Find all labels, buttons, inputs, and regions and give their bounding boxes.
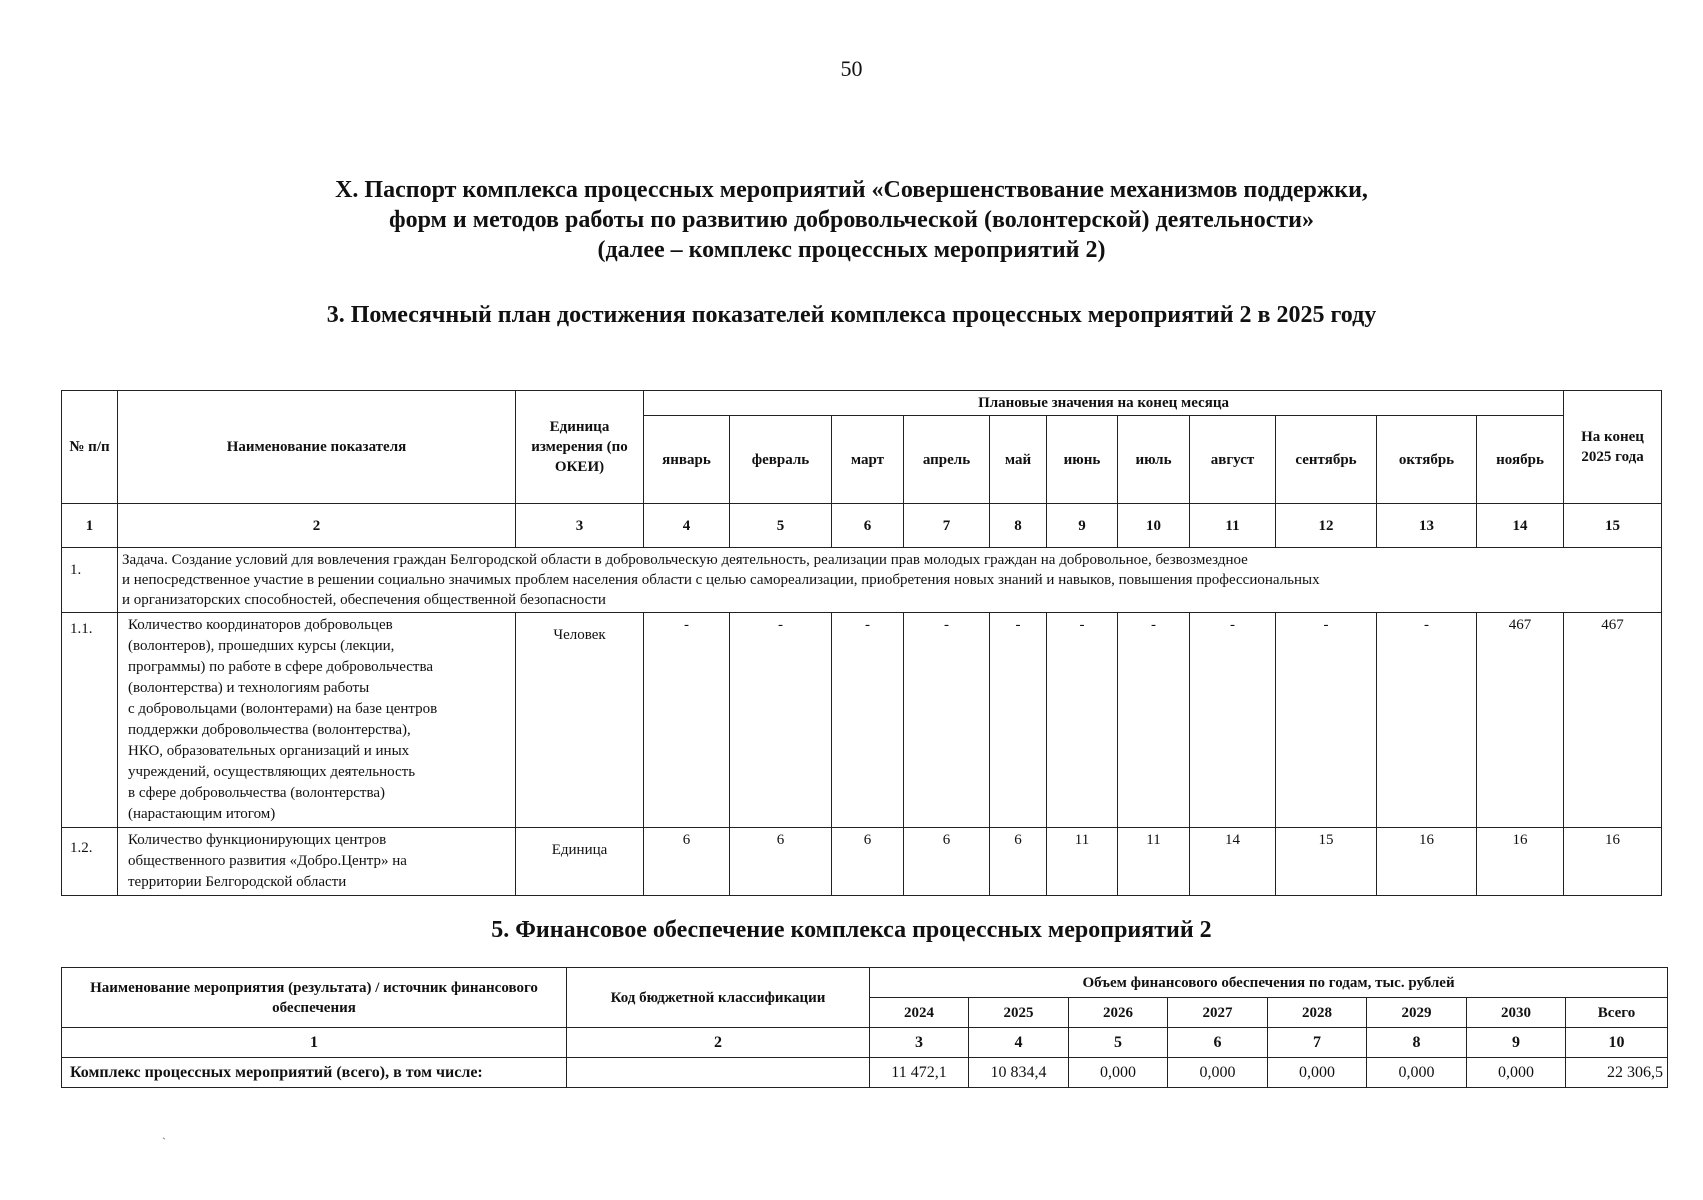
- index-cell: 6: [1168, 1028, 1268, 1058]
- section-title: [0, 175, 1703, 265]
- finance-value: 11 472,1: [870, 1058, 969, 1088]
- monthly-plan-heading: 3. Помесячный план достижения показателей комплекса процессных мероприятий 2 в 2025 году: [326, 302, 1377, 328]
- index-cell: 9: [1047, 504, 1118, 548]
- index-cell: 8: [990, 504, 1047, 548]
- value-cell: -: [644, 613, 730, 828]
- name-line: в сфере добровольчества (волонтерства): [128, 785, 386, 801]
- header-end-of-year: На конец 2025 года: [1564, 391, 1662, 504]
- finance-value: 0,000: [1367, 1058, 1467, 1088]
- indicator-row: [62, 828, 1662, 896]
- index-cell: 9: [1467, 1028, 1566, 1058]
- index-row: [62, 504, 1662, 548]
- task-text: [118, 548, 1662, 613]
- finance-header-volume: Объем финансового обеспечения по годам, тыс. рублей: [870, 968, 1668, 998]
- finance-table: [61, 967, 1668, 1088]
- title-line: форм и методов работы по развитию добровольческой (волонтерской) деятельности»: [388, 207, 1315, 233]
- finance-header-code: Код бюджетной классификации: [567, 968, 870, 1028]
- task-row: [62, 548, 1662, 613]
- index-cell: 2: [118, 504, 516, 548]
- value-cell: 11: [1118, 828, 1190, 896]
- row-num: 1.2.: [62, 828, 118, 896]
- value-cell: -: [990, 613, 1047, 828]
- index-cell: 3: [870, 1028, 969, 1058]
- value-cell: 6: [832, 828, 904, 896]
- value-cell: 11: [1047, 828, 1118, 896]
- finance-header-year: 2027: [1168, 998, 1268, 1028]
- index-cell: 12: [1276, 504, 1377, 548]
- name-line: поддержки добровольчества (волонтерства),: [128, 722, 411, 738]
- header-month: февраль: [730, 416, 832, 504]
- name-line: с добровольцами (волонтерами) на базе центров: [128, 701, 438, 717]
- value-cell: -: [730, 613, 832, 828]
- finance-value: 0,000: [1069, 1058, 1168, 1088]
- index-cell: 5: [730, 504, 832, 548]
- index-cell: 15: [1564, 504, 1662, 548]
- header-month: март: [832, 416, 904, 504]
- finance-header-name: Наименование мероприятия (результата) / источник финансового обеспечения: [62, 968, 567, 1028]
- page-number: 50: [840, 56, 863, 81]
- row-num: 1.1.: [62, 613, 118, 828]
- task-line: Задача. Создание условий для вовлечения граждан Белгородской области в добровольческую деятельность, реализации прав молодых граждан на добровольное, безвозмездное: [122, 552, 1248, 568]
- index-cell: 4: [969, 1028, 1069, 1058]
- task-num: 1.: [62, 548, 118, 613]
- unit-cell: Единица: [516, 828, 644, 896]
- value-cell: -: [832, 613, 904, 828]
- header-planned: Плановые значения на конец месяца: [644, 391, 1564, 416]
- name-line: (волонтерства) и технологиям работы: [128, 680, 370, 696]
- end-value-cell: 467: [1564, 613, 1662, 828]
- value-cell: 6: [730, 828, 832, 896]
- finance-header-year: 2030: [1467, 998, 1566, 1028]
- header-month: октябрь: [1377, 416, 1477, 504]
- name-line: НКО, образовательных организаций и иных: [128, 743, 410, 759]
- index-cell: 8: [1367, 1028, 1467, 1058]
- title-line: X. Паспорт комплекса процессных мероприятий «Совершенствование механизмов поддержки,: [335, 177, 1368, 203]
- header-month: апрель: [904, 416, 990, 504]
- name-line: (волонтеров), прошедших курсы (лекции,: [128, 638, 395, 654]
- name-line: (нарастающим итогом): [128, 806, 276, 822]
- index-cell: 13: [1377, 504, 1477, 548]
- value-cell: 16: [1477, 828, 1564, 896]
- value-cell: 15: [1276, 828, 1377, 896]
- index-cell: 14: [1477, 504, 1564, 548]
- index-cell: 4: [644, 504, 730, 548]
- index-cell: 2: [567, 1028, 870, 1058]
- name-line: Количество координаторов добровольцев: [128, 617, 393, 633]
- header-month: июнь: [1047, 416, 1118, 504]
- finance-index-row: [62, 1028, 1668, 1058]
- index-cell: 1: [62, 504, 118, 548]
- index-cell: 11: [1190, 504, 1276, 548]
- title-line: (далее – комплекс процессных мероприятий 2): [597, 237, 1106, 263]
- value-cell: -: [1377, 613, 1477, 828]
- value-cell: 6: [644, 828, 730, 896]
- index-cell: 3: [516, 504, 644, 548]
- finance-row-name: Комплекс процессных мероприятий (всего), в том числе:: [62, 1058, 567, 1088]
- value-cell: -: [1190, 613, 1276, 828]
- finance-value: 0,000: [1168, 1058, 1268, 1088]
- name-line: общественного развития «Добро.Центр» на: [128, 853, 407, 869]
- value-cell: -: [1047, 613, 1118, 828]
- index-cell: 6: [832, 504, 904, 548]
- header-month: август: [1190, 416, 1276, 504]
- header-unit: Единица измерения (по ОКЕИ): [516, 391, 644, 504]
- finance-header-year: 2024: [870, 998, 969, 1028]
- value-cell: 6: [990, 828, 1047, 896]
- finance-header-total: Всего: [1566, 998, 1668, 1028]
- indicator-name: [118, 613, 516, 828]
- index-cell: 10: [1566, 1028, 1668, 1058]
- indicator-name: [118, 828, 516, 896]
- finance-heading: 5. Финансовое обеспечение комплекса процессных мероприятий 2: [491, 917, 1212, 943]
- monthly-plan-table: [61, 390, 1662, 896]
- index-cell: 5: [1069, 1028, 1168, 1058]
- index-cell: 7: [1268, 1028, 1367, 1058]
- value-cell: 16: [1377, 828, 1477, 896]
- index-cell: 7: [904, 504, 990, 548]
- index-cell: 10: [1118, 504, 1190, 548]
- header-name: Наименование показателя: [118, 391, 516, 504]
- header-num: № п/п: [62, 391, 118, 504]
- unit-cell: Человек: [516, 613, 644, 828]
- end-value-cell: 16: [1564, 828, 1662, 896]
- name-line: территории Белгородской области: [128, 874, 347, 890]
- header-month: январь: [644, 416, 730, 504]
- task-line: и непосредственное участие в решении социально значимых проблем населения области с целью самореализации, приобретения новых знаний и навыков, повышения профессиональных: [122, 572, 1320, 588]
- finance-value: 0,000: [1268, 1058, 1367, 1088]
- finance-value: 0,000: [1467, 1058, 1566, 1088]
- finance-header-year: 2025: [969, 998, 1069, 1028]
- value-cell: 6: [904, 828, 990, 896]
- index-cell: 1: [62, 1028, 567, 1058]
- value-cell: -: [904, 613, 990, 828]
- name-line: учреждений, осуществляющих деятельность: [128, 764, 416, 780]
- name-line: Количество функционирующих центров: [128, 832, 387, 848]
- header-month: май: [990, 416, 1047, 504]
- finance-row: [62, 1058, 1668, 1088]
- header-month: сентябрь: [1276, 416, 1377, 504]
- finance-header-year: 2028: [1268, 998, 1367, 1028]
- scan-mark: `: [162, 1135, 166, 1149]
- value-cell: 14: [1190, 828, 1276, 896]
- value-cell: -: [1276, 613, 1377, 828]
- header-month: ноябрь: [1477, 416, 1564, 504]
- name-line: программы) по работе в сфере добровольчества: [128, 659, 433, 675]
- value-cell: -: [1118, 613, 1190, 828]
- indicator-row: [62, 613, 1662, 828]
- value-cell: 467: [1477, 613, 1564, 828]
- finance-total-value: 22 306,5: [1566, 1058, 1668, 1088]
- task-line: и организаторских способностей, обеспечения общественной безопасности: [122, 592, 606, 608]
- finance-value: 10 834,4: [969, 1058, 1069, 1088]
- header-month: июль: [1118, 416, 1190, 504]
- finance-header-year: 2029: [1367, 998, 1467, 1028]
- finance-row-code: [567, 1058, 870, 1088]
- finance-header-year: 2026: [1069, 998, 1168, 1028]
